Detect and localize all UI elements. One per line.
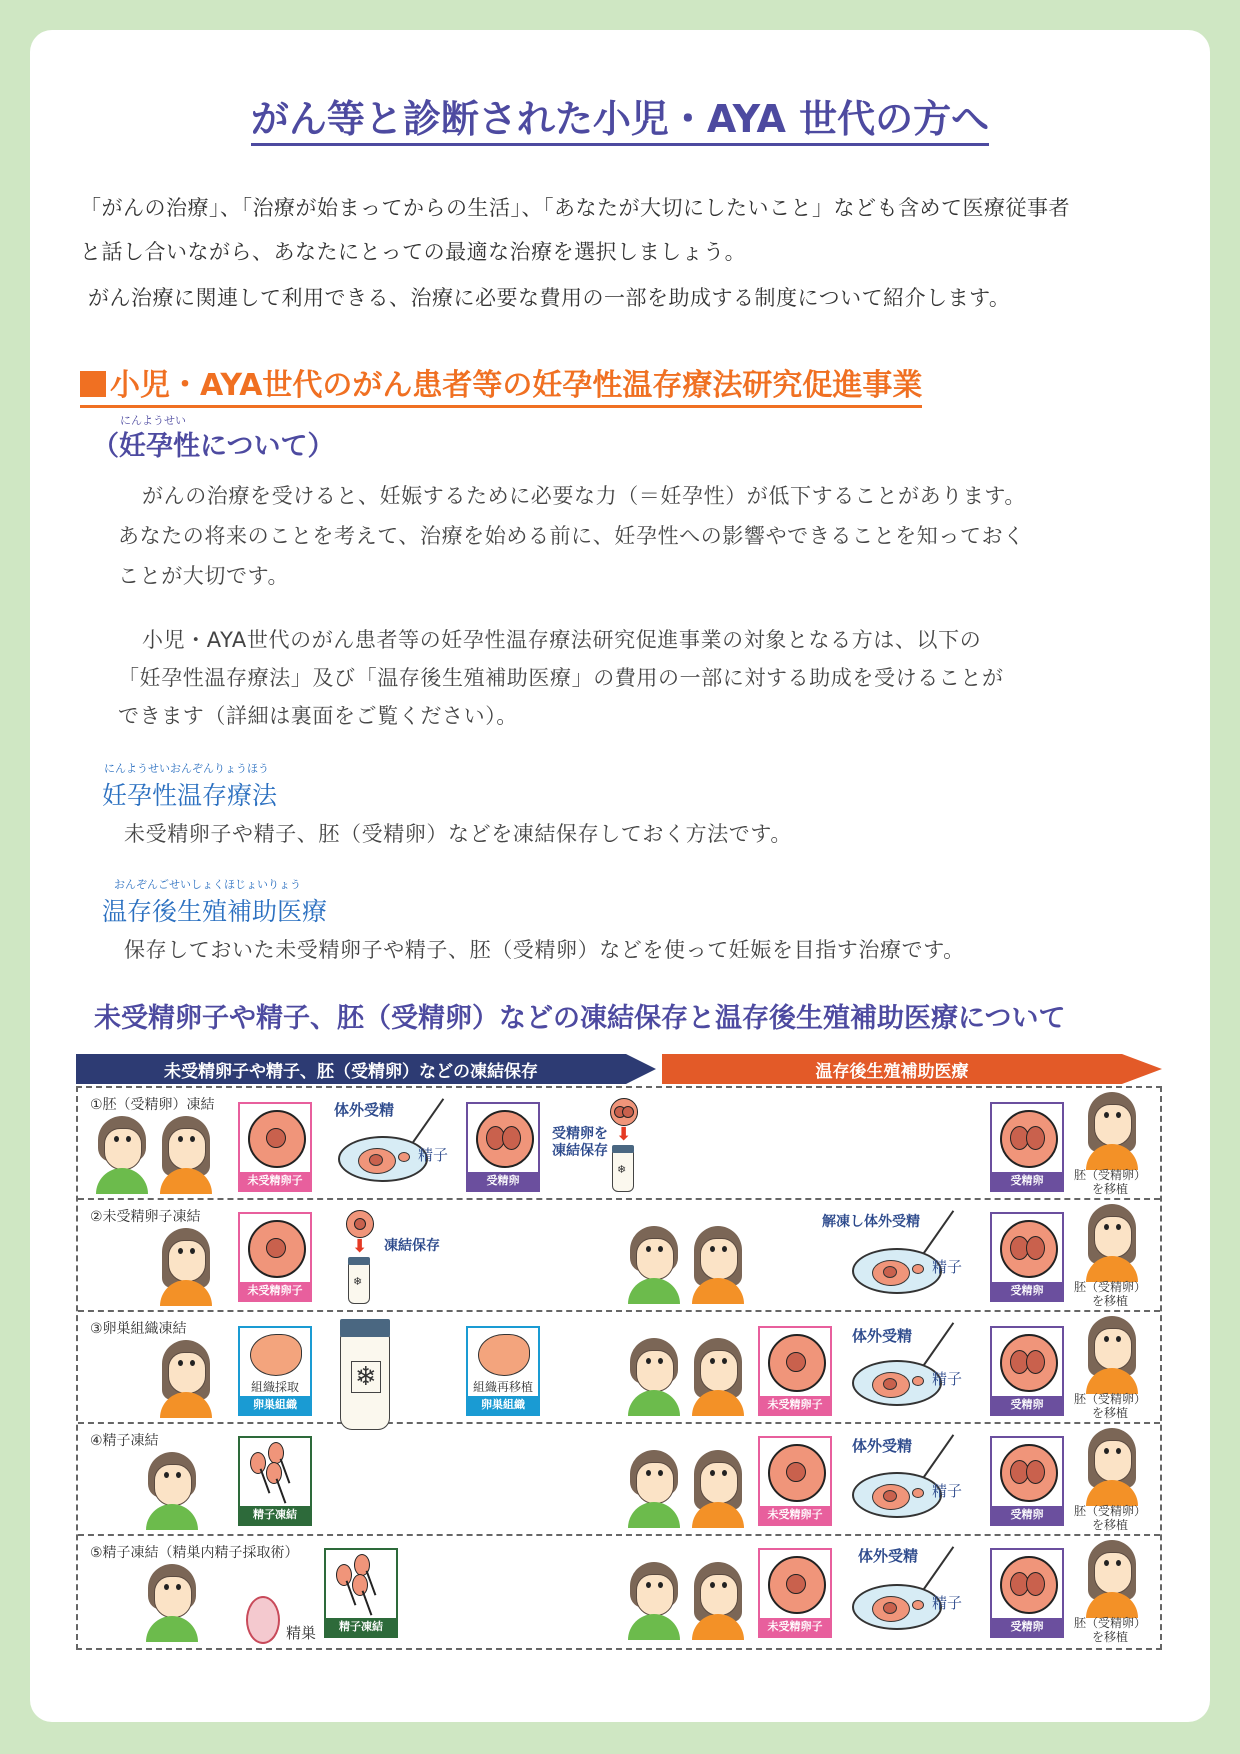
unfertilized-egg-card: 未受精卵子 xyxy=(238,1102,312,1192)
term1-ruby: にんようせいおんぞんりょうほう xyxy=(104,762,269,775)
process-diagram xyxy=(76,1086,1162,1650)
down-arrow-icon: ⬇ xyxy=(616,1124,632,1145)
row-testicular-sperm-freeze xyxy=(78,1536,1160,1648)
intro-line-3: がん治療に関連して利用できる、治療に必要な費用の一部を助成する制度について紹介します。 xyxy=(88,286,1011,310)
sperm-label: 精子 xyxy=(932,1258,963,1276)
sperm-label: 精子 xyxy=(932,1482,963,1500)
fertilized-egg-card: 受精卵 xyxy=(990,1326,1064,1416)
petri-dish-icon xyxy=(852,1248,942,1294)
petri-dish-icon xyxy=(338,1136,428,1182)
para2-line-3: できます（詳細は裏面をご覧ください）。 xyxy=(118,704,518,728)
para1-line-3: ことが大切です。 xyxy=(118,564,290,588)
female-person-icon xyxy=(690,1338,746,1416)
intro-line-2: と話し合いながら、あなたにとっての最適な治療を選択しましょう。 xyxy=(80,240,747,264)
unfertilized-egg-card: 未受精卵子 xyxy=(238,1212,312,1302)
row-egg-freeze xyxy=(78,1200,1160,1312)
fertilized-egg-card: 受精卵 xyxy=(466,1102,540,1192)
transfer-label: 胚（受精卵） を移植 xyxy=(1073,1504,1146,1532)
ovarian-tissue-collect-card: 組織採取 卵巣組織 xyxy=(238,1326,312,1416)
sperm-freeze-card: 精子凍結 xyxy=(324,1548,398,1638)
transfer-label: 胚（受精卵） を移植 xyxy=(1073,1616,1146,1644)
row-label: ②未受精卵子凍結 xyxy=(90,1209,201,1225)
sub-heading-ruby: にんようせい xyxy=(120,414,186,427)
ovarian-tissue-retransplant-card: 組織再移植 卵巣組織 xyxy=(466,1326,540,1416)
male-person-icon xyxy=(626,1338,682,1416)
sperm-label: 精子 xyxy=(418,1146,449,1164)
petri-dish-icon xyxy=(852,1472,942,1518)
female-person-icon xyxy=(1084,1540,1140,1618)
term2-desc: 保存しておいた未受精卵子や精子、胚（受精卵）などを使って妊娠を目指す治療です。 xyxy=(124,938,965,962)
page-title: がん等と診断された小児・AYA 世代の方へ xyxy=(0,88,1240,143)
testis-icon xyxy=(246,1596,280,1644)
down-arrow-icon: ⬇ xyxy=(352,1236,368,1257)
female-person-icon xyxy=(1084,1316,1140,1394)
row-ovarian-tissue-freeze xyxy=(78,1312,1160,1424)
diagram-title: 未受精卵子や精子、胚（受精卵）などの凍結保存と温存後生殖補助医療について xyxy=(94,1003,1066,1034)
male-person-icon xyxy=(94,1116,150,1194)
fertilized-egg-card: 受精卵 xyxy=(990,1548,1064,1638)
ivf-label: 体外受精 xyxy=(852,1327,913,1345)
para1-line-1: がんの治療を受けると、妊娠するために必要な力（＝妊孕性）が低下することがあります。 xyxy=(142,484,1026,508)
arrow-right-icon xyxy=(1122,1054,1162,1084)
banner-cryopreservation: 未受精卵子や精子、胚（受精卵）などの凍結保存 xyxy=(76,1054,656,1084)
section-heading: 小児・AYA世代のがん患者等の妊孕性温存療法研究促進事業 xyxy=(80,360,922,408)
female-person-icon xyxy=(158,1116,214,1194)
unfertilized-egg-card: 未受精卵子 xyxy=(758,1326,832,1416)
para2-line-1: 小児・AYA世代のがん患者等の妊孕性温存療法研究促進事業の対象となる方は、以下の xyxy=(142,628,982,652)
transfer-label: 胚（受精卵） を移植 xyxy=(1073,1392,1146,1420)
petri-dish-icon xyxy=(852,1584,942,1630)
ovary-icon xyxy=(250,1334,302,1376)
row-embryo-freeze xyxy=(78,1088,1160,1200)
female-person-icon xyxy=(1084,1428,1140,1506)
row-label: ⑤精子凍結（精巣内精子採取術） xyxy=(90,1545,299,1561)
small-fertilized-egg-icon xyxy=(610,1098,638,1126)
fertilized-egg-card: 受精卵 xyxy=(990,1436,1064,1526)
sperm-label: 精子 xyxy=(932,1594,963,1612)
para2-line-2: 「妊孕性温存療法」及び「温存後生殖補助医療」の費用の一部に対する助成を受けることが xyxy=(118,666,1004,690)
arrow-right-icon xyxy=(626,1054,656,1084)
embryo-freeze-label: 受精卵を 凍結保存 xyxy=(552,1126,608,1159)
unfertilized-egg-card: 未受精卵子 xyxy=(758,1548,832,1638)
row-label: ③卵巣組織凍結 xyxy=(90,1321,187,1337)
unfertilized-egg-card: 未受精卵子 xyxy=(758,1436,832,1526)
row-label: ①胚（受精卵）凍結 xyxy=(90,1097,215,1113)
term1-desc: 未受精卵子や精子、胚（受精卵）などを凍結保存しておく方法です。 xyxy=(124,822,792,846)
small-egg-icon xyxy=(346,1210,374,1238)
row-label: ④精子凍結 xyxy=(90,1433,159,1449)
row-sperm-freeze xyxy=(78,1424,1160,1536)
sperm-freeze-card: 精子凍結 xyxy=(238,1436,312,1526)
female-person-icon xyxy=(1084,1204,1140,1282)
male-person-icon xyxy=(626,1562,682,1640)
banner-assisted-reproduction: 温存後生殖補助医療 xyxy=(662,1054,1162,1084)
female-person-icon xyxy=(158,1228,214,1306)
transfer-label: 胚（受精卵） を移植 xyxy=(1073,1280,1146,1308)
male-person-icon xyxy=(144,1452,200,1530)
intro-line-1: 「がんの治療」、「治療が始まってからの生活」、「あなたが大切にしたいこと」なども含めて医療従事者 xyxy=(80,196,1070,220)
freezer-vial-icon: ❄ xyxy=(348,1262,370,1304)
petri-dish-icon xyxy=(852,1360,942,1406)
ivf-label: 体外受精 xyxy=(858,1547,919,1565)
male-person-icon xyxy=(144,1564,200,1642)
ivf-label: 体外受精 xyxy=(852,1437,913,1455)
testis-label: 精巣 xyxy=(286,1624,317,1642)
thaw-ivf-label: 解凍し体外受精 xyxy=(822,1214,920,1230)
male-person-icon xyxy=(626,1226,682,1304)
female-person-icon xyxy=(690,1450,746,1528)
female-person-icon xyxy=(690,1226,746,1304)
ivf-label: 体外受精 xyxy=(334,1101,395,1119)
female-person-icon xyxy=(158,1340,214,1418)
female-person-icon xyxy=(1084,1092,1140,1170)
sperm-label: 精子 xyxy=(932,1370,963,1388)
fertilized-egg-card: 受精卵 xyxy=(990,1212,1064,1302)
pipette-icon xyxy=(408,1098,444,1148)
term2-label: 温存後生殖補助医療 xyxy=(102,897,328,926)
male-person-icon xyxy=(626,1450,682,1528)
ovary-icon xyxy=(478,1334,530,1376)
large-freezer-vial-icon: ❄ xyxy=(340,1332,390,1430)
square-bullet-icon xyxy=(80,371,106,397)
para1-line-2: あなたの将来のことを考えて、治療を始める前に、妊孕性への影響やできることを知っておく xyxy=(118,524,1025,548)
transfer-label: 胚（受精卵） を移植 xyxy=(1073,1168,1146,1196)
term2-ruby: おんぞんごせいしょくほじょいりょう xyxy=(114,878,301,891)
freezer-vial-icon: ❄ xyxy=(612,1150,634,1192)
sub-heading: （妊孕性について） xyxy=(92,431,335,462)
freeze-label: 凍結保存 xyxy=(384,1238,440,1254)
term1-label: 妊孕性温存療法 xyxy=(102,781,278,810)
fertilized-egg-card: 受精卵 xyxy=(990,1102,1064,1192)
female-person-icon xyxy=(690,1562,746,1640)
